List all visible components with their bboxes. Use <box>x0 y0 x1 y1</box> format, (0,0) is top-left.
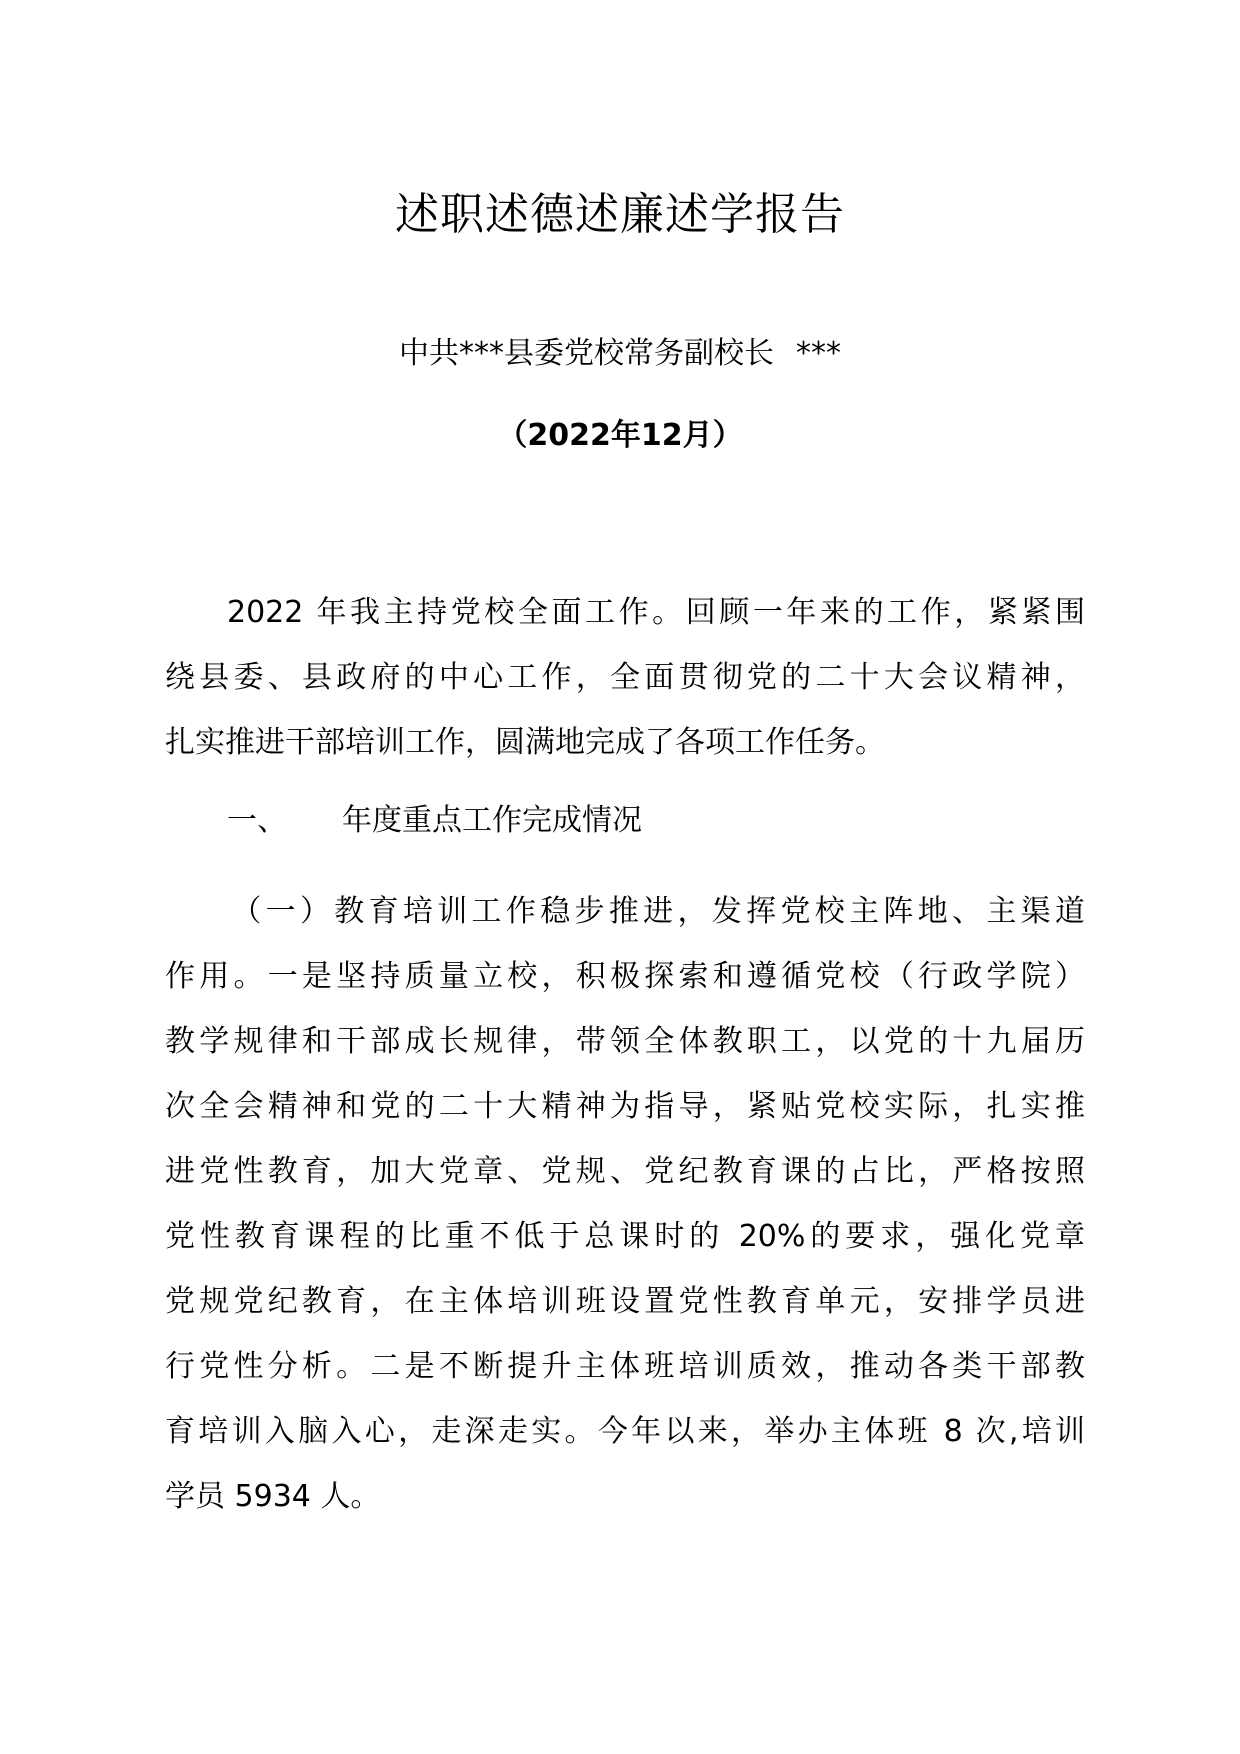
paragraph-line: 教学规律和干部成长规律，带领全体教职工，以党的十九届历 <box>165 1024 1085 1059</box>
section-heading-line <box>165 803 642 838</box>
paragraph-line: 进党性教育，加大党章、党规、党纪教育课的占比，严格按照 <box>165 1154 1085 1189</box>
paragraph-line: 学员 5934 人。 <box>165 1479 381 1514</box>
report-date: （2022年12月） <box>497 418 743 453</box>
paragraph-line: 绕县委、县政府的中心工作，全面贯彻党的二十大会议精神， <box>165 660 1085 695</box>
paragraph-line: 作用。一是坚持质量立校，积极探索和遵循党校（行政学院） <box>165 959 1085 994</box>
section-title: 年度重点工作完成情况 <box>342 803 642 838</box>
paragraph-line: 扎实推进干部培训工作，圆满地完成了各项工作任务。 <box>165 725 885 760</box>
education-paragraph <box>165 879 1085 1529</box>
paragraph-line: 次全会精神和党的二十大精神为指导，紧贴党校实际，扎实推 <box>165 1089 1085 1124</box>
paragraph-line: （一）教育培训工作稳步推进，发挥党校主阵地、主渠道 <box>227 894 1085 929</box>
author-name: *** <box>796 336 841 371</box>
author-organization: 中共***县委党校常务副校长 <box>399 336 774 371</box>
document-title: 述职述德述廉述学报告 <box>395 189 845 240</box>
section-heading <box>165 788 1085 853</box>
intro-paragraph <box>165 580 1085 775</box>
paragraph-line: 育培训入脑入心，走深走实。今年以来，举办主体班 8 次,培训 <box>165 1414 1085 1449</box>
paragraph-line: 2022 年我主持党校全面工作。回顾一年来的工作，紧紧围 <box>227 595 1085 630</box>
section-number: 一、 <box>227 803 287 838</box>
author-line <box>0 332 1240 376</box>
paragraph-line: 党性教育课程的比重不低于总课时的 20%的要求，强化党章 <box>165 1219 1085 1254</box>
paragraph-line: 行党性分析。二是不断提升主体班培训质效，推动各类干部教 <box>165 1349 1085 1384</box>
paragraph-line: 党规党纪教育，在主体培训班设置党性教育单元，安排学员进 <box>165 1284 1085 1319</box>
